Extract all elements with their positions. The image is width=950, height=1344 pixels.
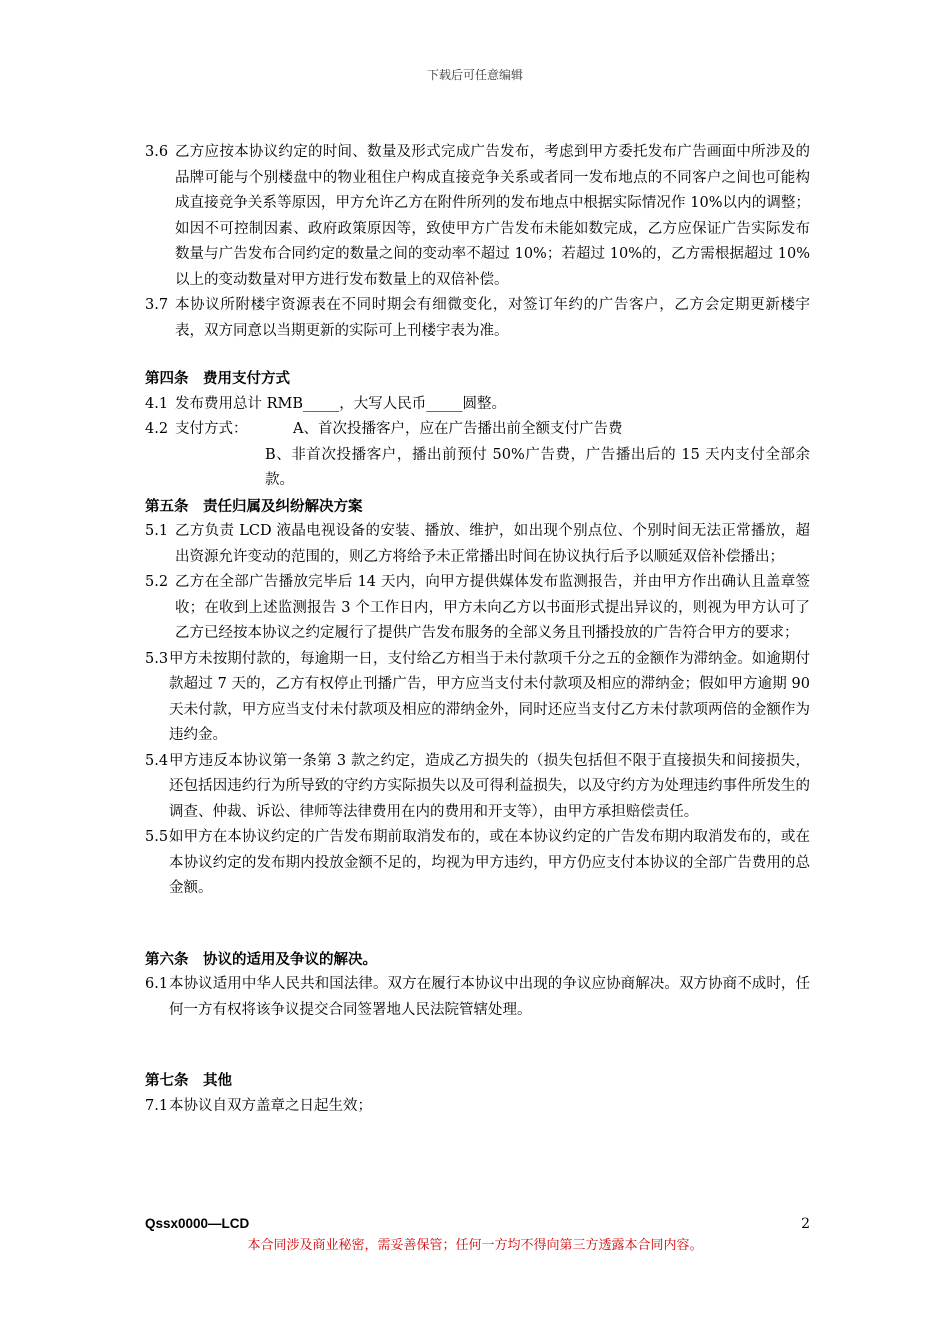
- clause-number: 5.5: [145, 829, 169, 845]
- clause-5-3: [145, 647, 810, 749]
- clause-number: 5.3: [145, 650, 169, 667]
- clause-number: 4.2: [145, 421, 169, 437]
- clause-text: 甲方未按期付款的，每逾期一日，支付给乙方相当于未付款项千分之五的金额作为滞纳金。如逾期付款超过 7 天的，乙方有权停止刊播广告，甲方应当支付未付款项及相应的滞纳金；假如甲方逾期 90 天未付款，甲方应当支付未付款项及相应的滞纳金外，同时还应当支付乙方未付款项两倍的金额作为违约金。: [169, 650, 810, 743]
- clause-5-5: [145, 825, 810, 902]
- clause-6-1: [145, 972, 810, 1023]
- header-note: 下载后可任意编辑: [426, 68, 523, 82]
- clause-5-1: [145, 519, 810, 570]
- clause-number: 5.1: [145, 523, 169, 539]
- clause-number: 7.1: [145, 1097, 169, 1114]
- clause-number: 5.2: [145, 574, 169, 590]
- section-heading-4: 第四条 费用支付方式: [145, 370, 290, 387]
- clause-number: 4.1: [145, 395, 169, 412]
- clause-text: 本协议自双方盖章之日起生效；: [169, 1097, 372, 1114]
- clause-number: 5.4: [145, 752, 169, 769]
- clause-number: 3.7: [145, 297, 169, 313]
- contract-body: [145, 140, 810, 1119]
- clause-5-4: [145, 749, 810, 826]
- clause-number: 3.6: [145, 144, 169, 160]
- payment-option-b: B、非首次投播客户，播出前预付 50%广告费，广告播出后的 15 天内支付全部余款。: [265, 446, 810, 488]
- page-number: 2: [801, 1216, 810, 1232]
- clause-4-2: [145, 417, 810, 443]
- clause-number: 6.1: [145, 976, 169, 992]
- payment-label: 支付方式：: [175, 421, 248, 437]
- clause-text: 本协议所附楼宇资源表在不同时期会有细微变化，对签订年约的广告客户，乙方会定期更新楼宇表，双方同意以当期更新的实际可上刊楼宇表为准。: [175, 297, 810, 339]
- clause-text: 乙方在全部广告播放完毕后 14 天内，向甲方提供媒体发布监测报告，并由甲方作出确认且盖章签收；在收到上述监测报告 3 个工作日内，甲方未向乙方以书面形式提出异议的，则视为甲方认可了乙方已经按本协议之约定履行了提供广告发布服务的全部义务且刊播投放的广告符合甲方的要求；: [175, 574, 810, 641]
- clause-7-1: [145, 1094, 810, 1120]
- clause-text: 发布费用总计 RMB_____，大写人民币_____圆整。: [175, 395, 507, 412]
- clause-3-6: [145, 140, 810, 293]
- clause-text: 甲方违反本协议第一条第 3 款之约定，造成乙方损失的（损失包括但不限于直接损失和间接损失，还包括因违约行为所导致的守约方实际损失以及可得利益损失，以及守约方为处理违约事件所发生的调查、仲裁、诉讼、律师等法律费用在内的费用和开支等），由甲方承担赔偿责任。: [169, 752, 810, 820]
- section-heading-6: 第六条 协议的适用及争议的解决。: [145, 950, 377, 968]
- section-heading-7: 第七条 其他: [145, 1072, 232, 1089]
- clause-text: 乙方负责 LCD 液晶电视设备的安装、播放、维护，如出现个别点位、个别时间无法正常播放，超出资源允许变动的范围的，则乙方将给予未正常播出时间在协议执行后予以顺延双倍补偿播出；: [175, 523, 810, 565]
- clause-5-2: [145, 570, 810, 647]
- clause-4-1: [145, 392, 810, 418]
- clause-text: 乙方应按本协议约定的时间、数量及形式完成广告发布，考虑到甲方委托发布广告画面中所涉及的品牌可能与个别楼盘中的物业租住户构成直接竞争关系或者同一发布地点的不同客户之间也可能构成直接竞争关系等原因，甲方允许乙方在附件所列的发布地点中根据实际情况作 10%以内的调整；如因不可控制因素、政府政策原因等，致使甲方广告发布未能如数完成，乙方应保证广告实际发布数量与广告发布合同约定的数量之间的变动率不超过 10%；若超过 10%的，乙方需根据超过 10%以上的变动数量对甲方进行发布数量上的双倍补偿。: [175, 144, 810, 288]
- clause-text: 本协议适用中华人民共和国法律。双方在履行本协议中出现的争议应协商解决。双方协商不成时，任何一方有权将该争议提交合同签署地人民法院管辖处理。: [169, 976, 810, 1018]
- section-heading-5: 第五条 责任归属及纠纷解决方案: [145, 497, 363, 515]
- page-footer: [145, 1216, 810, 1236]
- document-code: Qssx0000—LCD: [145, 1216, 250, 1231]
- clause-3-7: [145, 293, 810, 344]
- clause-text: 如甲方在本协议约定的广告发布期前取消发布的，或在本协议约定的广告发布期内取消发布的，或在本协议约定的发布期内投放金额不足的，均视为甲方违约，甲方仍应支付本协议的全部广告费用的总金额。: [169, 829, 810, 896]
- confidentiality-notice: 本合同涉及商业秘密，需妥善保管；任何一方均不得向第三方透露本合同内容。: [247, 1238, 703, 1253]
- payment-option-a: A、首次投播客户，应在广告播出前全额支付广告费: [293, 421, 623, 437]
